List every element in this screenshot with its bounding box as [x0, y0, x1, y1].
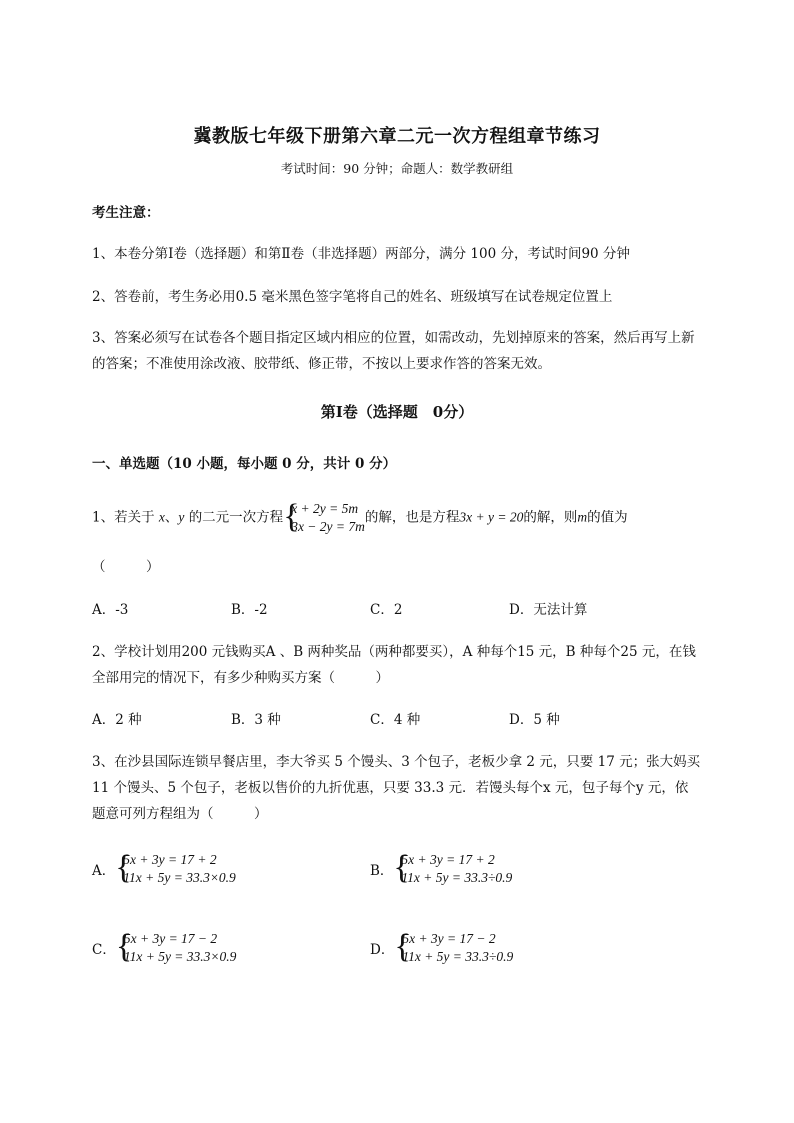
q1-equation-system [283, 500, 365, 536]
notice-item-3-line-1: 3、答案必须写在试卷各个题目指定区域内相应的位置，如需改动，先划掉原来的答案，然后再写上新 [92, 330, 695, 346]
page-title: 冀教版七年级下册第六章二元一次方程组章节练习 [193, 126, 601, 147]
q1-eq-3: 3x + y = 20 [459, 509, 524, 525]
notice-item-2: 2、答卷前，考生务必用0.5 毫米黑色签字笔将自己的姓名、班级填写在试卷规定位置上 [92, 289, 613, 305]
q3-option-b [370, 851, 512, 887]
q2-option-d: D．5 种 [509, 712, 560, 728]
q3-option-c-system [116, 930, 237, 966]
brace-icon: { [115, 928, 133, 965]
q1-text-1: 的二元一次方程 [188, 509, 284, 526]
q1-sep: 、 [164, 509, 179, 526]
q1-text-3: 的解，则 [523, 509, 578, 526]
question-1 [92, 500, 628, 536]
q3-option-a-label: A． [92, 863, 116, 879]
q3-option-d-system [394, 930, 513, 966]
q3-b-eq-1: 5x + 3y = 17 + 2 [401, 852, 495, 867]
brace-icon: { [393, 849, 410, 886]
q3-option-c [92, 930, 236, 966]
q1-text-2: 的解，也是方程 [364, 509, 460, 526]
brace-icon: { [283, 498, 300, 535]
q3-option-b-system [393, 851, 512, 887]
brace-icon: { [115, 849, 132, 886]
q1-text-4: 的值为 [587, 509, 628, 526]
q3-a-eq-2: 11x + 5y = 33.3×0.9 [123, 870, 236, 885]
q1-option-c: C．2 [370, 602, 403, 618]
q1-var-y: y [178, 509, 185, 525]
part-1-title: 第Ⅰ卷（选择题 0分） [320, 403, 474, 421]
q1-option-b: B．-2 [231, 602, 268, 618]
q3-d-eq-1: 5x + 3y = 17 − 2 [402, 931, 496, 946]
q1-option-a: A．-3 [92, 602, 129, 618]
q2-option-a: A．2 种 [92, 712, 142, 728]
q1-var-m: m [577, 509, 588, 525]
notice-heading: 考生注意： [92, 205, 160, 221]
brace-icon: { [394, 928, 411, 965]
question-2-line-2: 全部用完的情况下，有多少种购买方案（ ） [92, 670, 389, 686]
q1-answer-blank: （ ） [92, 559, 160, 575]
q3-option-d-label: D． [370, 942, 395, 958]
exam-info: 考试时间：90 分钟；命题人：数学教研组 [280, 161, 514, 176]
question-3-line-1: 3、在沙县国际连锁早餐店里，李大爷买 5 个馒头、3 个包子，老板少拿 2 元，只要 17 元；张大妈买 [92, 754, 701, 770]
q3-c-eq-2: 11x + 5y = 33.3×0.9 [123, 949, 237, 964]
q1-var-x: x [158, 509, 165, 525]
q1-eq-1: x + 2y = 5m [291, 501, 359, 516]
q2-option-c: C．4 种 [370, 712, 421, 728]
q1-option-d: D．无法计算 [509, 602, 588, 618]
q3-c-eq-1: 5x + 3y = 17 − 2 [123, 931, 218, 946]
q3-option-c-label: C． [92, 942, 116, 958]
question-3-line-3: 题意可列方程组为（ ） [92, 806, 268, 822]
q3-option-a [92, 851, 236, 887]
q2-option-b: B．3 种 [231, 712, 281, 728]
q3-option-a-system [115, 851, 236, 887]
section-heading: 一、单选题（10 小题，每小题 0 分，共计 0 分） [92, 456, 397, 472]
notice-item-1: 1、本卷分第Ⅰ卷（选择题）和第Ⅱ卷（非选择题）两部分，满分 100 分，考试时间90 分钟 [92, 246, 630, 262]
notice-item-3-line-2: 的答案；不准使用涂改液、胶带纸、修正带，不按以上要求作答的答案无效。 [92, 356, 551, 372]
q3-option-b-label: B． [370, 863, 394, 879]
q3-option-d [370, 930, 513, 966]
q3-a-eq-1: 5x + 3y = 17 + 2 [123, 852, 217, 867]
q3-d-eq-2: 11x + 5y = 33.3÷0.9 [402, 949, 514, 964]
q1-prefix: 1、若关于 [92, 509, 155, 526]
question-2-line-1: 2、学校计划用200 元钱购买A 、B 两种奖品（两种都要买），A 种每个15 元，B 种每个25 元，在钱 [92, 644, 696, 660]
question-3-line-2: 11 个馒头、5 个包子，老板以售价的九折优惠，只要 33.3 元．若馒头每个x 元，包子每个y 元，依 [92, 780, 689, 796]
q3-b-eq-2: 11x + 5y = 33.3÷0.9 [401, 870, 513, 885]
q1-eq-2: 3x − 2y = 7m [291, 519, 365, 534]
